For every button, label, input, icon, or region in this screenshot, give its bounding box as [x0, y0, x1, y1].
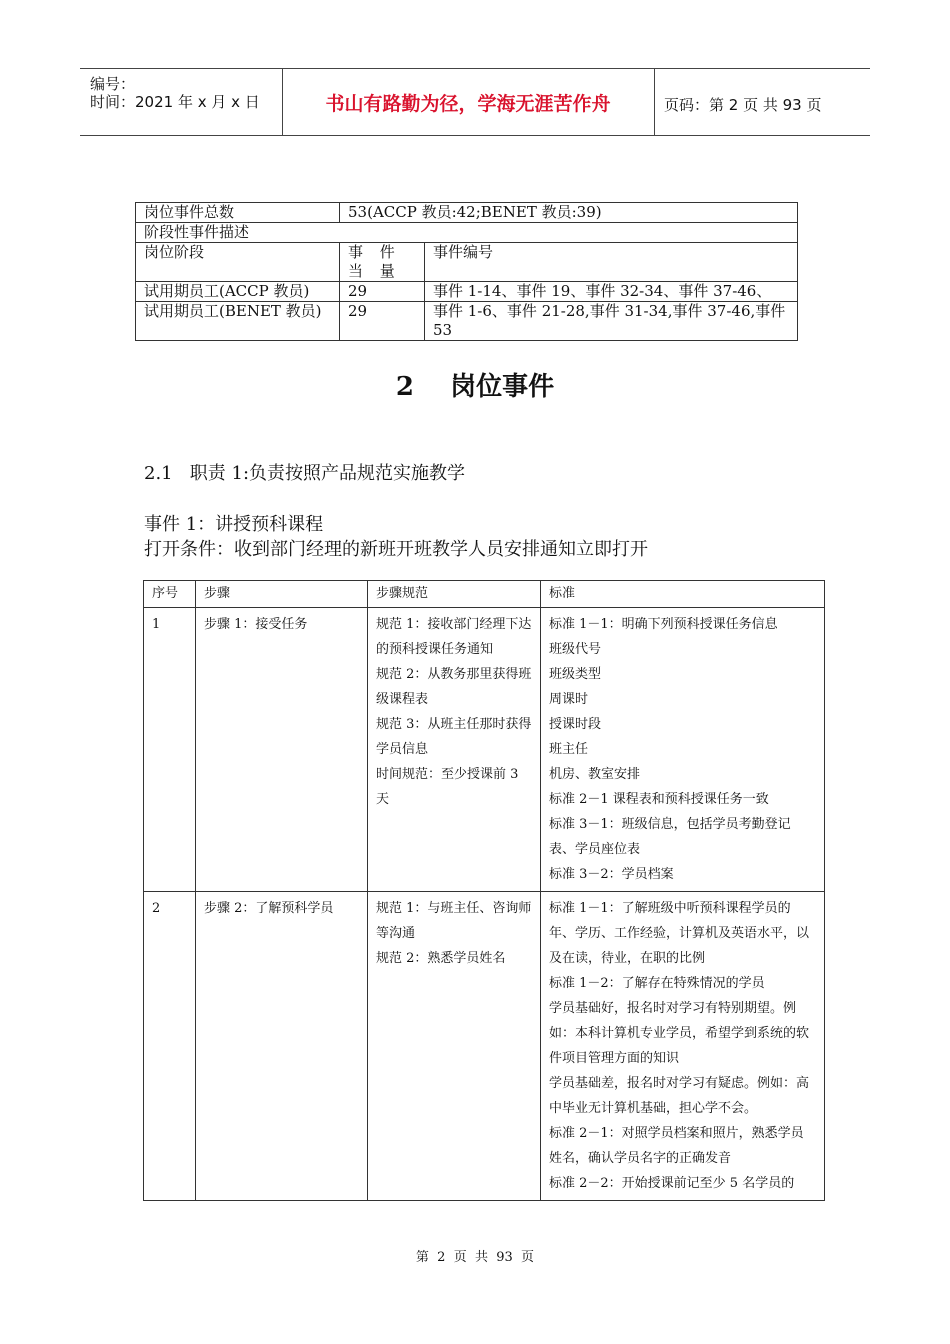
spec-line: 规范 2：从教务那里获得班级课程表	[376, 667, 532, 707]
spec-line: 规范 2：熟悉学员姓名	[376, 951, 506, 966]
total-label: 岗位事件总数	[136, 203, 340, 223]
stage-cell: 试用期员工(BENET 教员)	[136, 302, 340, 341]
std-line: 标准 1－1：了解班级中听预科课程学员的年、学历、工作经验，计算机及英语水平，以及在读，待业，在职的比例	[549, 901, 810, 966]
row-spec	[368, 892, 541, 1201]
page-footer: 第 2 页 共 93 页	[415, 1250, 535, 1265]
header-page-number: 页码：第 2 页 共 93 页	[664, 96, 822, 114]
duty-heading: 2.1 职责 1:负责按照产品规范实施教学	[144, 463, 466, 484]
table-row	[136, 203, 798, 223]
page-header	[80, 68, 870, 136]
header-meta	[80, 69, 282, 135]
std-line: 班级代号	[549, 642, 602, 657]
event-title: 事件 1：讲授预科课程	[144, 514, 324, 535]
open-condition: 打开条件：收到部门经理的新班开班教学人员安排通知立即打开	[144, 539, 648, 560]
col-count-header: 事 件 当 量	[340, 243, 425, 282]
table-row	[136, 223, 798, 243]
count-cell: 29	[340, 302, 425, 341]
spec-line: 规范 3：从班主任那时获得学员信息	[376, 717, 532, 757]
header-motto: 书山有路勤为径，学海无涯苦作舟	[325, 92, 611, 115]
stage-cell: 试用期员工(ACCP 教员)	[136, 282, 340, 302]
std-line: 授课时段	[549, 717, 602, 732]
header-divider	[654, 69, 655, 135]
row-step: 步骤 2：了解预科学员	[196, 892, 368, 1201]
std-line: 班级类型	[549, 667, 602, 682]
table-row	[136, 282, 798, 302]
std-line: 标准 2－1 课程表和预科授课任务一致	[549, 792, 769, 807]
std-line: 学员基础差，报名时对学习有疑虑。例如：高中毕业无计算机基础，担心学不会。	[549, 1076, 810, 1116]
doc-date-label: 时间：2021 年 x 月 x 日	[90, 93, 260, 111]
std-line: 机房、教室安排	[549, 767, 641, 782]
table-header-row	[144, 581, 825, 608]
std-line: 标准 2－1：对照学员档案和照片，熟悉学员姓名，确认学员名字的正确发音	[549, 1126, 804, 1166]
spec-line: 时间规范：至少授课前 3 天	[376, 767, 519, 807]
ids-cell: 事件 1-14、事件 19、事件 32-34、事件 37-46、	[425, 282, 798, 302]
total-value: 53(ACCP 教员:42;BENET 教员:39)	[340, 203, 798, 223]
table-row	[136, 243, 798, 282]
row-no: 2	[144, 892, 196, 1201]
row-std	[541, 608, 825, 892]
col-step-header: 步骤	[196, 581, 368, 608]
table-row	[144, 608, 825, 892]
col-no-header: 序号	[144, 581, 196, 608]
count-cell: 29	[340, 282, 425, 302]
ids-cell: 事件 1-6、事件 21-28,事件 31-34,事件 37-46,事件 53	[425, 302, 798, 341]
col-ids-header: 事件编号	[425, 243, 798, 282]
row-std	[541, 892, 825, 1201]
col-spec-header: 步骤规范	[368, 581, 541, 608]
std-line: 标准 2－2：开始授课前记至少 5 名学员的	[549, 1176, 795, 1191]
phase-desc-label: 阶段性事件描述	[136, 223, 798, 243]
row-spec	[368, 608, 541, 892]
std-line: 标准 1－1：明确下列预科授课任务信息	[549, 617, 778, 632]
table-row	[144, 892, 825, 1201]
std-line: 班主任	[549, 742, 589, 757]
col-stage-header: 岗位阶段	[136, 243, 340, 282]
spec-line: 规范 1：接收部门经理下达的预科授课任务通知	[376, 617, 532, 657]
doc-number-label: 编号：	[90, 75, 136, 93]
col-std-header: 标准	[541, 581, 825, 608]
spec-line: 规范 1：与班主任、咨询师等沟通	[376, 901, 532, 941]
event-steps-table	[143, 580, 825, 1201]
std-line: 标准 3－2：学员档案	[549, 867, 674, 882]
section-heading: 2 岗位事件	[395, 372, 555, 402]
std-line: 标准 1－2：了解存在特殊情况的学员	[549, 976, 765, 991]
summary-table	[135, 202, 798, 341]
row-no: 1	[144, 608, 196, 892]
table-row	[136, 302, 798, 341]
row-step: 步骤 1：接受任务	[196, 608, 368, 892]
std-line: 学员基础好，报名时对学习有特别期望。例如：本科计算机专业学员，希望学到系统的软件项目管理方面的知识	[549, 1001, 810, 1066]
std-line: 周课时	[549, 692, 589, 707]
std-line: 标准 3－1：班级信息，包括学员考勤登记表、学员座位表	[549, 817, 791, 857]
